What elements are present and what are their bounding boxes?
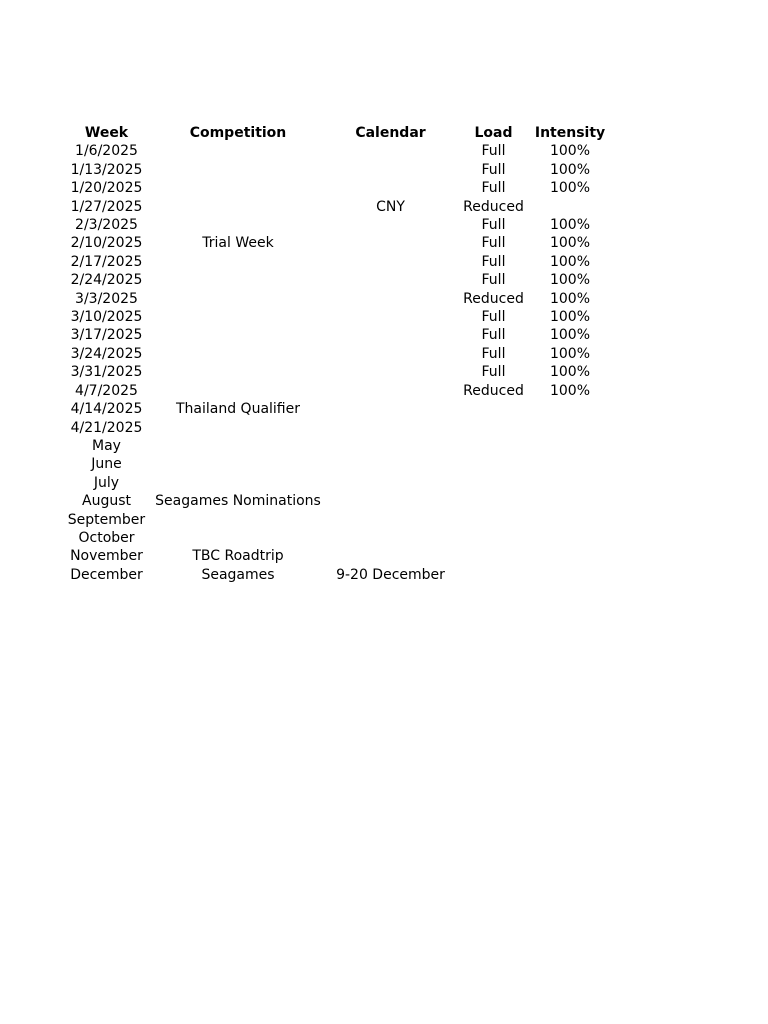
table-row: [64, 142, 607, 160]
cell-competition: [149, 326, 327, 344]
cell-load: Full: [481, 309, 506, 326]
cell-week: August: [82, 493, 131, 510]
header-competition: Competition: [189, 125, 287, 141]
cell-calendar: [327, 455, 454, 473]
cell-intensity: [533, 400, 607, 418]
cell-week: 3/17/2025: [70, 327, 143, 344]
cell-load: [454, 529, 533, 547]
cell-competition: [149, 179, 327, 197]
cell-calendar: [327, 437, 454, 455]
table-row: [64, 345, 607, 363]
cell-competition: Trial Week: [202, 235, 274, 252]
cell-intensity: 100%: [549, 180, 591, 197]
cell-week: May: [92, 437, 121, 454]
cell-load: [454, 419, 533, 437]
cell-load: [454, 437, 533, 455]
cell-week: 1/27/2025: [70, 198, 143, 215]
cell-intensity: 100%: [549, 327, 591, 344]
cell-load: Full: [481, 161, 506, 178]
cell-calendar: [327, 179, 454, 197]
cell-calendar: [327, 234, 454, 252]
cell-intensity: 100%: [549, 161, 591, 178]
cell-calendar: [327, 382, 454, 400]
table-row: [64, 198, 607, 216]
cell-intensity: 100%: [549, 345, 591, 362]
cell-intensity: [533, 511, 607, 529]
cell-intensity: 100%: [549, 290, 591, 307]
table-row: [64, 455, 607, 473]
cell-competition: [149, 474, 327, 492]
cell-load: Full: [481, 327, 506, 344]
table-row: [64, 271, 607, 289]
cell-calendar: CNY: [376, 198, 405, 215]
table-row: [64, 419, 607, 437]
cell-intensity: 100%: [549, 364, 591, 381]
schedule-table: [64, 124, 607, 584]
table-row: [64, 547, 607, 565]
cell-competition: [149, 290, 327, 308]
cell-intensity: [533, 455, 607, 473]
table-row: [64, 253, 607, 271]
cell-load: [454, 547, 533, 565]
cell-load: [454, 492, 533, 510]
cell-intensity: 100%: [549, 143, 591, 160]
cell-calendar: [327, 474, 454, 492]
cell-week: October: [78, 529, 135, 546]
cell-calendar: [327, 271, 454, 289]
cell-calendar: [327, 419, 454, 437]
table-row: [64, 216, 607, 234]
cell-intensity: [533, 492, 607, 510]
cell-intensity: 100%: [549, 235, 591, 252]
cell-calendar: [327, 400, 454, 418]
cell-intensity: [533, 474, 607, 492]
cell-load: Reduced: [463, 290, 524, 307]
cell-competition: Thailand Qualifier: [175, 401, 300, 418]
cell-intensity: [533, 419, 607, 437]
cell-calendar: [327, 253, 454, 271]
table-row: [64, 234, 607, 252]
cell-week: June: [91, 456, 122, 473]
cell-intensity: [533, 198, 607, 216]
cell-week: 1/6/2025: [75, 143, 138, 160]
cell-competition: [149, 198, 327, 216]
cell-week: July: [93, 474, 120, 491]
cell-calendar: [327, 216, 454, 234]
cell-intensity: 100%: [549, 217, 591, 234]
cell-competition: [149, 253, 327, 271]
cell-week: 3/3/2025: [75, 290, 138, 307]
table-row: [64, 566, 607, 584]
cell-intensity: [533, 547, 607, 565]
cell-competition: [149, 529, 327, 547]
cell-load: Full: [481, 235, 506, 252]
cell-competition: TBC Roadtrip: [192, 548, 284, 565]
cell-competition: [149, 455, 327, 473]
cell-intensity: [533, 437, 607, 455]
cell-load: Reduced: [463, 198, 524, 215]
cell-competition: [149, 419, 327, 437]
cell-week: 3/10/2025: [70, 309, 143, 326]
header-calendar: Calendar: [355, 125, 426, 141]
table-row: [64, 290, 607, 308]
cell-competition: Seagames Nominations: [155, 493, 321, 510]
cell-competition: [149, 308, 327, 326]
cell-calendar: [327, 511, 454, 529]
cell-competition: [149, 216, 327, 234]
cell-intensity: 100%: [549, 272, 591, 289]
cell-competition: [149, 382, 327, 400]
cell-intensity: 100%: [549, 253, 591, 270]
table-row: [64, 437, 607, 455]
cell-load: [454, 511, 533, 529]
header-intensity: Intensity: [534, 125, 606, 141]
cell-calendar: [327, 345, 454, 363]
cell-load: [454, 566, 533, 584]
cell-load: Reduced: [463, 382, 524, 399]
cell-intensity: 100%: [549, 309, 591, 326]
table-row: [64, 363, 607, 381]
cell-calendar: [327, 547, 454, 565]
cell-competition: [149, 271, 327, 289]
table-row: [64, 529, 607, 547]
cell-week: 4/7/2025: [75, 382, 138, 399]
cell-competition: Seagames: [201, 566, 275, 583]
cell-competition: [149, 511, 327, 529]
cell-intensity: [533, 529, 607, 547]
cell-intensity: [533, 566, 607, 584]
cell-competition: [149, 161, 327, 179]
cell-calendar: [327, 308, 454, 326]
cell-week: 4/14/2025: [70, 401, 143, 418]
cell-week: 4/21/2025: [70, 419, 143, 436]
cell-week: 2/10/2025: [70, 235, 143, 252]
cell-calendar: [327, 529, 454, 547]
cell-competition: [149, 345, 327, 363]
cell-week: 1/20/2025: [70, 180, 143, 197]
cell-load: Full: [481, 217, 506, 234]
table-row: [64, 179, 607, 197]
table-row: [64, 400, 607, 418]
table-row: [64, 161, 607, 179]
cell-week: 1/13/2025: [70, 161, 143, 178]
cell-week: 2/3/2025: [75, 217, 138, 234]
cell-load: [454, 474, 533, 492]
cell-week: December: [70, 566, 143, 583]
cell-competition: [149, 437, 327, 455]
cell-intensity: 100%: [549, 382, 591, 399]
cell-week: 3/24/2025: [70, 345, 143, 362]
cell-week: September: [67, 511, 146, 528]
table-row: [64, 474, 607, 492]
cell-week: 2/24/2025: [70, 272, 143, 289]
cell-week: November: [70, 548, 143, 565]
schedule-body: [64, 142, 607, 584]
header-row: [64, 124, 607, 142]
cell-calendar: [327, 142, 454, 160]
cell-load: Full: [481, 180, 506, 197]
cell-calendar: [327, 290, 454, 308]
cell-load: [454, 400, 533, 418]
cell-load: Full: [481, 253, 506, 270]
cell-calendar: [327, 161, 454, 179]
cell-load: [454, 455, 533, 473]
cell-load: Full: [481, 272, 506, 289]
table-row: [64, 326, 607, 344]
cell-week: 2/17/2025: [70, 253, 143, 270]
header-week: Week: [84, 125, 129, 141]
table-row: [64, 511, 607, 529]
cell-calendar: [327, 492, 454, 510]
cell-calendar: 9-20 December: [336, 566, 445, 583]
table-row: [64, 382, 607, 400]
cell-week: 3/31/2025: [70, 364, 143, 381]
header-load: Load: [474, 125, 513, 141]
cell-load: Full: [481, 143, 506, 160]
cell-calendar: [327, 326, 454, 344]
table-row: [64, 492, 607, 510]
cell-competition: [149, 363, 327, 381]
cell-load: Full: [481, 364, 506, 381]
cell-calendar: [327, 363, 454, 381]
cell-load: Full: [481, 345, 506, 362]
cell-competition: [149, 142, 327, 160]
table-row: [64, 308, 607, 326]
